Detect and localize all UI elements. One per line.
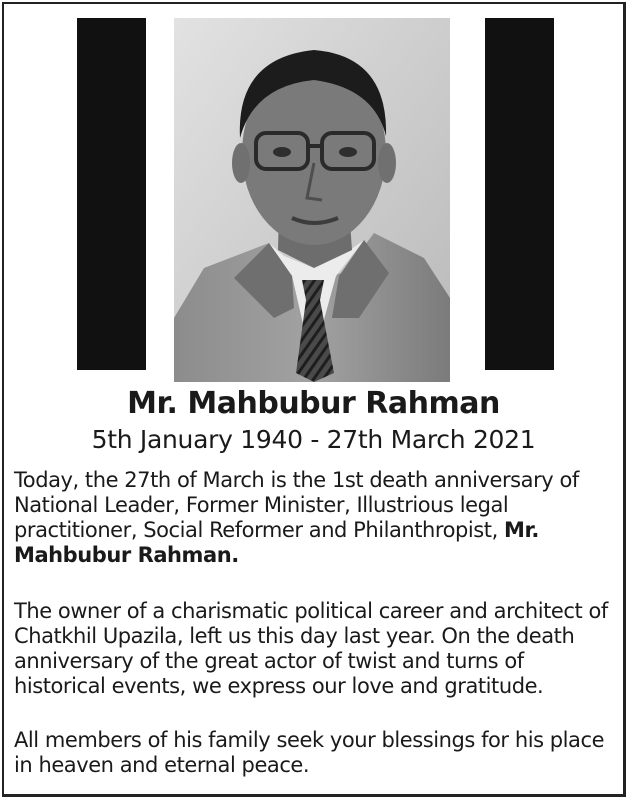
deceased-name-heading: Mr. Mahbubur Rahman xyxy=(127,386,500,421)
career-paragraph: The owner of a charismatic political career and architect of Chatkhil Upazila, left us this day last year. On the death anniversary of the great actor of twist and turns of historical events, we express our love and gratitude. xyxy=(14,599,608,698)
right-mourning-band xyxy=(485,18,554,370)
memorial-notice-frame xyxy=(2,2,626,797)
anniversary-text: Today, the 27th of March is the 1st death anniversary of National Leader, Former Minister, Illustrious legal practitioner, Social Reformer and Philanthropist, xyxy=(14,468,579,542)
family-blessing-paragraph: All members of his family seek your blessings for his place in heaven and eternal peace. xyxy=(14,728,605,777)
left-mourning-band xyxy=(77,18,146,370)
anniversary-name-bold: Mr. Mahbubur Rahman. xyxy=(14,518,539,567)
anniversary-paragraph xyxy=(14,468,619,568)
portrait-photo xyxy=(174,18,450,382)
life-dates: 5th January 1940 - 27th March 2021 xyxy=(91,425,536,454)
